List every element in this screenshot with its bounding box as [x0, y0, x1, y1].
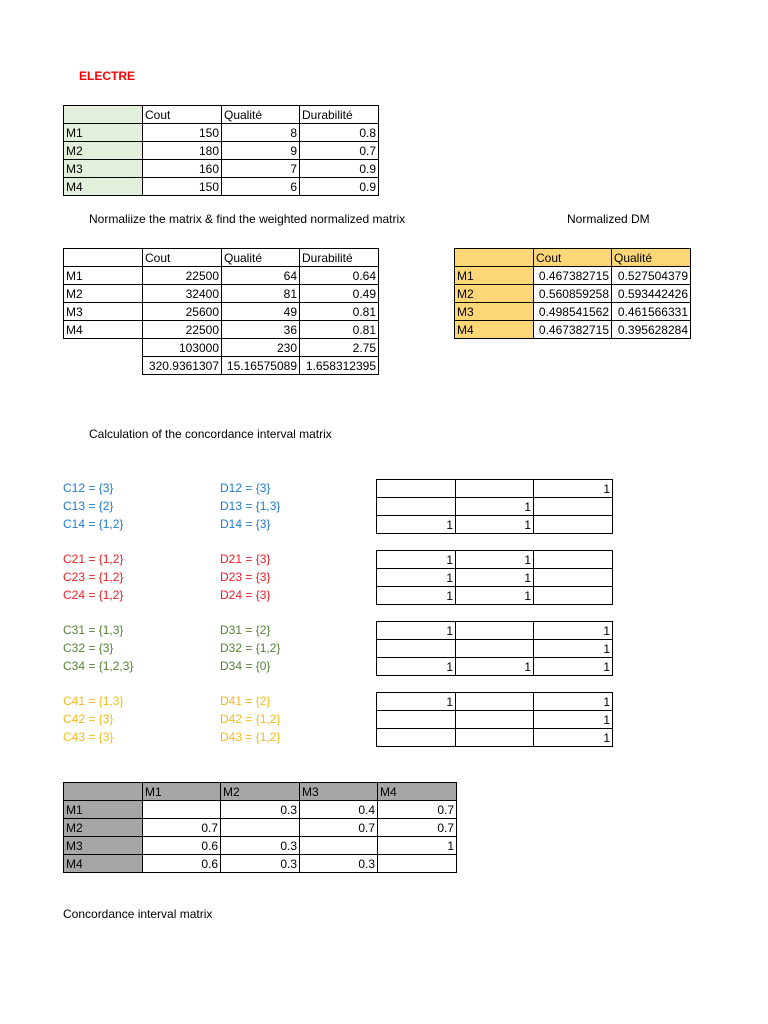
table-header-row [64, 783, 457, 801]
column-header-qualite: Qualité [222, 106, 300, 124]
table-row [64, 855, 457, 873]
small-matrix-3 [376, 621, 613, 676]
table-row [377, 480, 613, 498]
discordance-set: D13 = {1,3} [220, 499, 281, 513]
table-cell [143, 801, 221, 819]
table-corner-cell [455, 249, 534, 267]
row-header: M4 [64, 321, 143, 339]
concordance-set: C14 = {1,2} [63, 517, 124, 531]
table-cell: 22500 [143, 321, 222, 339]
row-header: M2 [64, 819, 143, 837]
table-cell: 1 [456, 569, 534, 587]
discordance-set: D32 = {1,2} [220, 641, 281, 655]
table-cell: 49 [222, 303, 300, 321]
small-matrix-4 [376, 692, 613, 747]
table-cell: 1 [534, 729, 613, 747]
table-row [377, 640, 613, 658]
squared-matrix-table [63, 248, 379, 375]
row-header: M3 [64, 837, 143, 855]
table-cell: 0.593442426 [612, 285, 691, 303]
table-cell: 150 [143, 178, 222, 196]
table-cell: 0.81 [300, 303, 379, 321]
table-cell [377, 640, 456, 658]
table-row [377, 622, 613, 640]
table-row [377, 551, 613, 569]
concordance-set: C42 = {3} [63, 712, 114, 726]
discordance-set: D41 = {2} [220, 694, 271, 708]
table-cell [456, 711, 534, 729]
table-cell: 0.3 [221, 855, 300, 873]
table-cell: 0.498541562 [534, 303, 612, 321]
table-cell: 0.7 [378, 801, 457, 819]
row-header: M1 [64, 267, 143, 285]
row-header: M1 [64, 801, 143, 819]
table-cell: 0.3 [221, 837, 300, 855]
table-row [377, 516, 613, 534]
table-cell: 150 [143, 124, 222, 142]
concordance-set: C12 = {3} [63, 481, 114, 495]
column-header-cout: Cout [143, 106, 222, 124]
table-row [377, 587, 613, 605]
table-cell: 1 [456, 658, 534, 676]
decision-matrix-table [63, 105, 379, 196]
table-cell: 1 [377, 622, 456, 640]
concordance-interval-matrix-table [63, 782, 457, 873]
row-header: M4 [455, 321, 534, 339]
table-cell: 0.4 [300, 801, 378, 819]
table-row [64, 801, 457, 819]
table-cell: 0.3 [300, 855, 378, 873]
discordance-set: D12 = {3} [220, 481, 271, 495]
table-cell [377, 498, 456, 516]
table-corner-cell [64, 106, 143, 124]
table-row [377, 658, 613, 676]
table-header-row [64, 249, 379, 267]
table-cell: 15.16575089 [222, 357, 300, 375]
table-cell: 1 [377, 693, 456, 711]
table-cell: 32400 [143, 285, 222, 303]
table-row-sqrt [64, 357, 379, 375]
table-cell: 1 [534, 658, 613, 676]
table-cell: 81 [222, 285, 300, 303]
concordance-set: C23 = {1,2} [63, 570, 124, 584]
table-cell [534, 516, 613, 534]
row-header: M3 [455, 303, 534, 321]
table-cell: 0.560859258 [534, 285, 612, 303]
column-header-durabilite: Durabilité [300, 249, 379, 267]
discordance-set: D31 = {2} [220, 623, 271, 637]
table-cell [456, 640, 534, 658]
concordance-set: C24 = {1,2} [63, 588, 124, 602]
table-row [64, 837, 457, 855]
table-row [64, 142, 379, 160]
table-cell: 0.9 [300, 178, 379, 196]
table-cell: 1 [534, 640, 613, 658]
table-cell: 1 [534, 693, 613, 711]
table-cell [377, 480, 456, 498]
table-cell: 1.658312395 [300, 357, 379, 375]
normalized-dm-table [454, 248, 691, 339]
table-cell: 320.9361307 [143, 357, 222, 375]
row-header: M1 [455, 267, 534, 285]
table-row [64, 321, 379, 339]
table-row [377, 693, 613, 711]
table-cell: 0.7 [300, 819, 378, 837]
normalized-dm-caption: Normalized DM [567, 212, 650, 226]
empty-cell [64, 357, 143, 375]
table-cell: 0.527504379 [612, 267, 691, 285]
row-header: M3 [64, 160, 143, 178]
table-row [377, 711, 613, 729]
table-cell: 7 [222, 160, 300, 178]
table-cell: 1 [377, 551, 456, 569]
row-header: M2 [64, 285, 143, 303]
column-header-cout: Cout [534, 249, 612, 267]
concordance-set: C41 = {1,3} [63, 694, 124, 708]
page-title: ELECTRE [79, 69, 136, 83]
table-cell [534, 551, 613, 569]
table-header-row [64, 106, 379, 124]
table-cell: 230 [222, 339, 300, 357]
table-cell: 22500 [143, 267, 222, 285]
table-cell: 64 [222, 267, 300, 285]
table-row-sum [64, 339, 379, 357]
table-row [64, 285, 379, 303]
table-cell [456, 693, 534, 711]
table-cell: 0.6 [143, 837, 221, 855]
table-cell: 1 [377, 569, 456, 587]
table-cell [300, 837, 378, 855]
table-row [455, 303, 691, 321]
table-corner-cell [64, 249, 143, 267]
table-cell [534, 569, 613, 587]
table-row [64, 819, 457, 837]
table-cell: 0.7 [143, 819, 221, 837]
table-cell [377, 711, 456, 729]
table-row [64, 303, 379, 321]
normalize-caption: Normaliize the matrix & find the weighted normalized matrix [89, 212, 406, 226]
table-cell: 1 [534, 480, 613, 498]
table-cell: 9 [222, 142, 300, 160]
row-header: M4 [64, 178, 143, 196]
table-cell: 0.64 [300, 267, 379, 285]
column-header-m2: M2 [221, 783, 300, 801]
table-cell [221, 819, 300, 837]
table-cell: 25600 [143, 303, 222, 321]
table-cell: 0.7 [378, 819, 457, 837]
table-cell: 2.75 [300, 339, 379, 357]
table-row [64, 124, 379, 142]
concordance-set: C13 = {2} [63, 499, 114, 513]
table-cell: 36 [222, 321, 300, 339]
table-cell: 103000 [143, 339, 222, 357]
table-cell: 0.6 [143, 855, 221, 873]
row-header: M3 [64, 303, 143, 321]
table-cell: 8 [222, 124, 300, 142]
table-cell: 1 [378, 837, 457, 855]
table-cell [378, 855, 457, 873]
table-row [377, 569, 613, 587]
table-cell: 1 [534, 622, 613, 640]
empty-cell [64, 339, 143, 357]
column-header-m4: M4 [378, 783, 457, 801]
table-cell: 180 [143, 142, 222, 160]
column-header-qualite: Qualité [222, 249, 300, 267]
small-matrix-1 [376, 479, 613, 534]
table-row [64, 178, 379, 196]
table-row [377, 498, 613, 516]
table-cell: 1 [456, 551, 534, 569]
table-cell: 0.3 [221, 801, 300, 819]
table-cell [456, 729, 534, 747]
table-cell: 0.461566331 [612, 303, 691, 321]
discordance-set: D14 = {3} [220, 517, 271, 531]
discordance-set: D24 = {3} [220, 588, 271, 602]
table-corner-cell [64, 783, 143, 801]
concordance-matrix-caption: Concordance interval matrix [63, 907, 213, 921]
discordance-set: D21 = {3} [220, 552, 271, 566]
column-header-m3: M3 [300, 783, 378, 801]
table-cell: 6 [222, 178, 300, 196]
table-cell: 0.8 [300, 124, 379, 142]
table-row [455, 267, 691, 285]
table-cell: 1 [377, 516, 456, 534]
concordance-set: C31 = {1,3} [63, 623, 124, 637]
table-cell: 0.467382715 [534, 321, 612, 339]
row-header: M1 [64, 124, 143, 142]
table-cell: 0.467382715 [534, 267, 612, 285]
table-cell: 1 [456, 498, 534, 516]
table-cell: 1 [377, 587, 456, 605]
table-row [64, 267, 379, 285]
table-cell [534, 587, 613, 605]
table-cell: 1 [377, 658, 456, 676]
row-header: M4 [64, 855, 143, 873]
table-cell [377, 729, 456, 747]
table-cell [456, 480, 534, 498]
table-cell: 160 [143, 160, 222, 178]
discordance-set: D34 = {0} [220, 659, 271, 673]
table-row [64, 160, 379, 178]
table-row [455, 321, 691, 339]
row-header: M2 [64, 142, 143, 160]
concordance-set: C43 = {3} [63, 730, 114, 744]
table-cell: 1 [456, 587, 534, 605]
small-matrix-2 [376, 550, 613, 605]
table-cell: 1 [534, 711, 613, 729]
column-header-m1: M1 [143, 783, 221, 801]
table-cell: 0.81 [300, 321, 379, 339]
concordance-set: C34 = {1,2,3} [63, 659, 134, 673]
table-header-row [455, 249, 691, 267]
table-cell: 0.395628284 [612, 321, 691, 339]
column-header-durabilite: Durabilité [300, 106, 379, 124]
row-header: M2 [455, 285, 534, 303]
table-cell: 0.7 [300, 142, 379, 160]
table-cell: 0.9 [300, 160, 379, 178]
concordance-set: C32 = {3} [63, 641, 114, 655]
column-header-cout: Cout [143, 249, 222, 267]
table-cell [534, 498, 613, 516]
concordance-caption: Calculation of the concordance interval matrix [89, 427, 332, 441]
discordance-set: D43 = {1,2} [220, 730, 281, 744]
table-row [455, 285, 691, 303]
discordance-set: D23 = {3} [220, 570, 271, 584]
table-cell: 0.49 [300, 285, 379, 303]
table-cell [456, 622, 534, 640]
table-row [377, 729, 613, 747]
discordance-set: D42 = {1,2} [220, 712, 281, 726]
table-cell: 1 [456, 516, 534, 534]
concordance-set: C21 = {1,2} [63, 552, 124, 566]
column-header-qualite: Qualité [612, 249, 691, 267]
